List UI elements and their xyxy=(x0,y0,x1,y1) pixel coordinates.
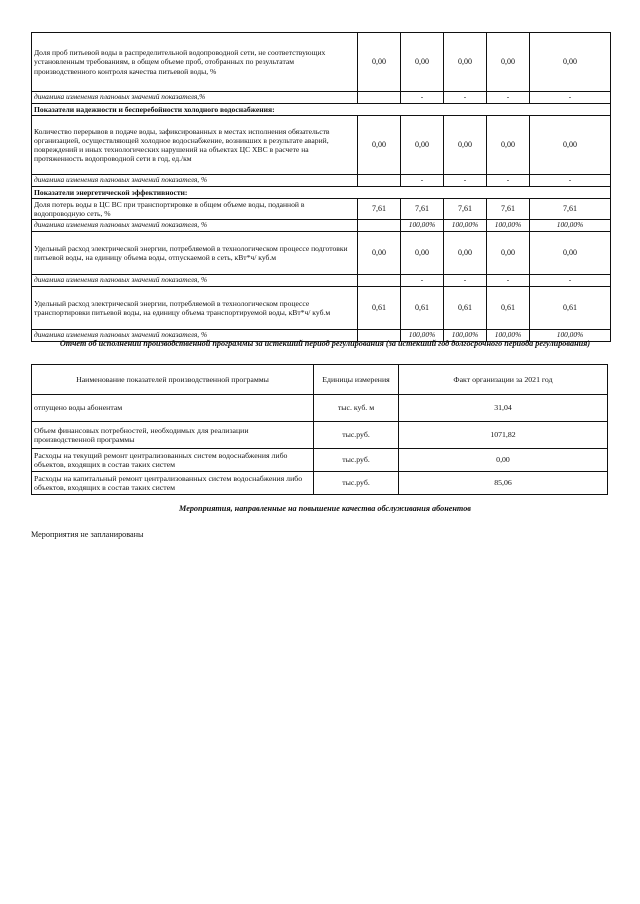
indicator-value: 0,00 xyxy=(444,232,487,275)
indicator-value: 0,00 xyxy=(401,232,444,275)
program-indicator-unit: тыс.руб. xyxy=(314,449,399,472)
dynamics-value: - xyxy=(444,275,487,287)
column-header: Единицы измерения xyxy=(314,365,399,395)
table-row xyxy=(32,33,611,92)
dynamics-value: - xyxy=(444,92,487,104)
report-title: Отчет об исполнении производственной программы за истекший период регулирования (за истекший год долгосрочного периода регулирования) xyxy=(59,339,591,348)
indicator-label: Доля потерь воды в ЦС ВС при транспортировке в общем объеме воды, поданной в водопроводную сеть, % xyxy=(32,198,358,219)
dynamics-value: 100,00% xyxy=(487,329,530,341)
indicator-value: 7,61 xyxy=(444,198,487,219)
indicator-value: 0,00 xyxy=(358,115,401,174)
table-row xyxy=(32,220,611,232)
indicator-value: 7,61 xyxy=(401,198,444,219)
dynamics-value: 100,00% xyxy=(444,329,487,341)
table-row xyxy=(32,395,608,422)
program-indicator-name: Объем финансовых потребностей, необходимых для реализации производственной программы xyxy=(32,422,314,449)
table-row xyxy=(32,472,608,495)
table-row xyxy=(32,232,611,275)
indicator-value: 0,00 xyxy=(444,33,487,92)
program-indicator-value: 31,04 xyxy=(399,395,608,422)
program-indicator-unit: тыс.руб. xyxy=(314,472,399,495)
dynamics-value: - xyxy=(530,275,611,287)
dynamics-label: динамика изменения плановых значений показателя, % xyxy=(32,275,358,287)
dynamics-value xyxy=(358,92,401,104)
program-indicator-name: Расходы на текущий ремонт централизованных систем водоснабжения либо объектов, входящих в состав таких систем xyxy=(32,449,314,472)
dynamics-value: - xyxy=(401,174,444,186)
indicator-value: 0,00 xyxy=(530,115,611,174)
measures-title: Мероприятия, направленные на повышение качества обслуживания абонентов xyxy=(179,504,471,513)
dynamics-label: динамика изменения плановых значений показателя,% xyxy=(32,92,358,104)
indicator-value: 0,00 xyxy=(401,115,444,174)
dynamics-value: - xyxy=(401,92,444,104)
program-indicator-unit: тыс.руб. xyxy=(314,422,399,449)
dynamics-value: 100,00% xyxy=(444,220,487,232)
indicator-label: Количество перерывов в подаче воды, зафиксированных в местах исполнения обязательств организацией, осуществляющей холодное водоснабжение, возникших в результате аварий, повреждений и иных технологических нарушений на объектах ЦС ХВС в расчете на протяженность водопроводной сети в год, ед./км xyxy=(32,115,358,174)
indicator-value: 0,61 xyxy=(401,286,444,329)
section-header-row xyxy=(32,103,611,115)
table-header-row xyxy=(32,365,608,395)
dynamics-value: - xyxy=(487,92,530,104)
dynamics-value: - xyxy=(487,174,530,186)
indicator-value: 7,61 xyxy=(530,198,611,219)
dynamics-label: динамика изменения плановых значений показателя, % xyxy=(32,174,358,186)
table-row xyxy=(32,198,611,219)
production-program-table xyxy=(31,364,608,495)
indicator-value: 0,00 xyxy=(530,33,611,92)
dynamics-value xyxy=(358,174,401,186)
table-row xyxy=(32,174,611,186)
indicator-value: 0,00 xyxy=(358,33,401,92)
indicator-label: Доля проб питьевой воды в распределительной водопроводной сети, не соответствующих установленным требованиям, в общем объеме проб, отобранных по результатам производственного контроля качества питьевой воды, % xyxy=(32,33,358,92)
indicator-value: 0,61 xyxy=(487,286,530,329)
table-row xyxy=(32,275,611,287)
indicator-value: 0,00 xyxy=(444,115,487,174)
dynamics-value: 100,00% xyxy=(487,220,530,232)
indicator-value: 0,00 xyxy=(401,33,444,92)
indicator-value: 0,00 xyxy=(487,115,530,174)
dynamics-value xyxy=(358,275,401,287)
table-row xyxy=(32,286,611,329)
indicator-value: 0,00 xyxy=(487,232,530,275)
indicator-value: 0,00 xyxy=(358,232,401,275)
indicators-table xyxy=(31,32,611,342)
dynamics-value: - xyxy=(487,275,530,287)
program-indicator-unit: тыс. куб. м xyxy=(314,395,399,422)
program-indicator-value: 85,06 xyxy=(399,472,608,495)
dynamics-value: 100,00% xyxy=(401,329,444,341)
dynamics-value: - xyxy=(530,174,611,186)
indicator-value: 0,61 xyxy=(530,286,611,329)
table-row xyxy=(32,115,611,174)
indicator-label: Удельный расход электрической энергии, потребляемой в технологическом процессе транспортировки питьевой воды, на единицу объема транспортируемой воды, кВт*ч/ куб.м xyxy=(32,286,358,329)
indicator-value: 0,00 xyxy=(530,232,611,275)
dynamics-value: 100,00% xyxy=(530,329,611,341)
indicator-value: 0,00 xyxy=(487,33,530,92)
section-header-row xyxy=(32,186,611,198)
program-indicator-name: Расходы на капитальный ремонт централизованных систем водоснабжения либо объектов, входящих в состав таких систем xyxy=(32,472,314,495)
section-header: Показатели надежности и бесперебойности холодного водоснабжения: xyxy=(32,103,611,115)
indicator-value: 7,61 xyxy=(358,198,401,219)
indicator-value: 0,61 xyxy=(444,286,487,329)
indicator-value: 7,61 xyxy=(487,198,530,219)
dynamics-value: 100,00% xyxy=(401,220,444,232)
column-header: Наименование показателей производственной программы xyxy=(32,365,314,395)
measures-text: Мероприятия не запланированы xyxy=(31,530,144,539)
program-indicator-name: отпущено воды абонентам xyxy=(32,395,314,422)
dynamics-value: 100,00% xyxy=(530,220,611,232)
indicator-value: 0,61 xyxy=(358,286,401,329)
dynamics-value: - xyxy=(401,275,444,287)
dynamics-value: - xyxy=(530,92,611,104)
column-header: Факт организации за 2021 год xyxy=(399,365,608,395)
dynamics-label: динамика изменения плановых значений показателя, % xyxy=(32,220,358,232)
table-row xyxy=(32,449,608,472)
dynamics-label: динамика изменения плановых значений показателя, % xyxy=(32,329,358,341)
table-row xyxy=(32,92,611,104)
indicator-label: Удельный расход электрической энергии, потребляемой в технологическом процессе подготовки питьевой воды, на единицу объема воды, отпускаемой в сеть, кВт*ч/ куб.м xyxy=(32,232,358,275)
program-indicator-value: 0,00 xyxy=(399,449,608,472)
table-row xyxy=(32,422,608,449)
dynamics-value: - xyxy=(444,174,487,186)
dynamics-value xyxy=(358,220,401,232)
section-header: Показатели энергетической эффективности: xyxy=(32,186,611,198)
program-indicator-value: 1071,82 xyxy=(399,422,608,449)
